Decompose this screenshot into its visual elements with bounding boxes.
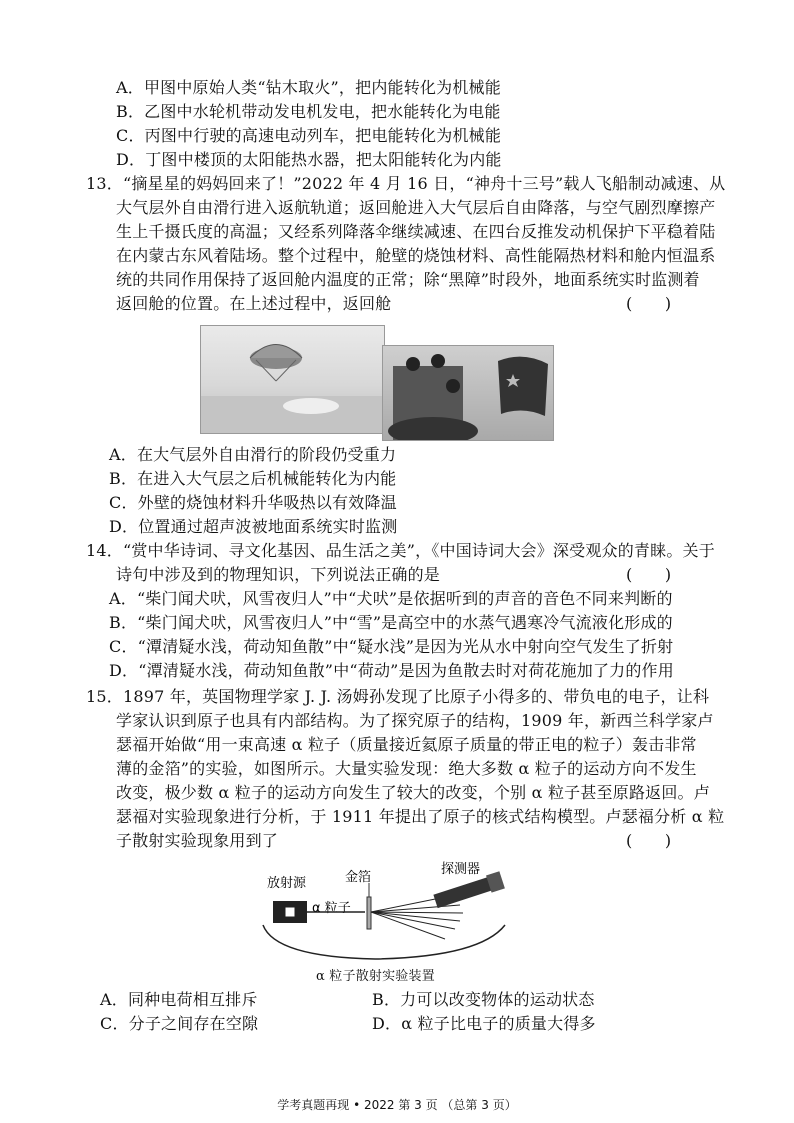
- q15-line: 15．1897 年，英国物理学家 J. J. 汤姆孙发现了比原子小得多的、带负电的电子，让科: [86, 687, 710, 706]
- q12-option-b: B．乙图中水轮机带动发电机发电，把水能转化为电能: [116, 102, 501, 121]
- q14-line: 14．“赏中华诗词、寻文化基因、品生活之美”，《中国诗词大会》深受观众的青睐。关于: [86, 541, 715, 560]
- page-footer: 学考真题再现 • 2022 第 3 页 （总第 3 页）: [277, 1098, 517, 1112]
- q14-option-c: C．“潭清疑水浅，荷动知鱼散”中“疑水浅”是因为光从水中射向空气发生了折射: [109, 637, 674, 656]
- recovery-crew-photo: [382, 345, 554, 441]
- q15-option-d: D．α 粒子比电子的质量大得多: [372, 1014, 596, 1033]
- q13-line: 13．“摘星星的妈妈回来了！”2022 年 4 月 16 日，“神舟十三号”载人飞船制动减速、从: [86, 174, 726, 193]
- crew-flag-image: [383, 346, 553, 440]
- q14-option-a: A．“柴门闻犬吠，风雪夜归人”中“犬吠”是依据听到的声音的音色不同来判断的: [109, 589, 673, 608]
- q15-option-a: A．同种电荷相互排斥: [100, 990, 258, 1009]
- q13-option-a: A．在大气层外自由滑行的阶段仍受重力: [109, 445, 397, 464]
- q12-option-a: A．甲图中原始人类“钻木取火”，把内能转化为机械能: [116, 78, 501, 97]
- q14-line: 诗句中涉及到的物理知识，下列说法正确的是: [116, 565, 441, 584]
- q15-option-b: B．力可以改变物体的运动状态: [372, 990, 595, 1009]
- figure-caption: α 粒子散射实验装置: [316, 969, 435, 984]
- q13-line: 大气层外自由滑行进入返航轨道；返回舱进入大气层后自由降落，与空气剧烈摩擦产: [116, 198, 716, 217]
- q15-line: 薄的金箔”的实验，如图所示。大量实验发现：绝大多数 α 粒子的运动方向不发生: [116, 759, 697, 778]
- alpha-scattering-diagram: [255, 855, 515, 965]
- q13-line: 生上千摄氏度的高温；又经系列降落伞继续减速、在四台反推发动机保护下平稳着陆: [116, 222, 716, 241]
- gold-foil-shape: [367, 897, 371, 929]
- fig-label-alpha: α 粒子: [312, 901, 351, 916]
- fig-label-source: 放射源: [267, 876, 307, 891]
- q13-line: 统的共同作用保持了返回舱内温度的正常；除“黑障”时段外，地面系统实时监测着: [116, 270, 700, 289]
- q15-answer-bracket: ( ): [626, 831, 672, 850]
- q14-answer-bracket: ( ): [626, 565, 672, 584]
- q13-option-b: B．在进入大气层之后机械能转化为内能: [109, 469, 397, 488]
- q13-line: 在内蒙古东风着陆场。整个过程中，舱壁的烧蚀材料、高性能隔热材料和舱内恒温系: [116, 246, 716, 265]
- detector-track: [263, 925, 505, 959]
- q15-line: 改变，极少数 α 粒子的运动方向发生了较大的改变，个别 α 粒子甚至原路返回。卢: [116, 783, 710, 802]
- fig-label-detector: 探测器: [441, 862, 481, 877]
- q14-option-b: B．“柴门闻犬吠，风雪夜归人”中“雪”是高空中的水蒸气遇寒冷气流液化形成的: [109, 613, 673, 632]
- parachute-capsule-image: [201, 326, 384, 433]
- q13-option-c: C．外壁的烧蚀材料升华吸热以有效降温: [109, 493, 397, 512]
- q15-option-c: C．分子之间存在空隙: [100, 1014, 259, 1033]
- q15-line: 瑟福开始做“用一束高速 α 粒子（质量接近氦原子质量的带正电的粒子）轰击非常: [116, 735, 697, 754]
- q13-option-d: D．位置通过超声波被地面系统实时监测: [109, 517, 398, 536]
- q15-line: 学家认识到原子也具有内部结构。为了探究原子的结构，1909 年，新西兰科学家卢: [116, 711, 714, 730]
- q12-option-d: D．丁图中楼顶的太阳能热水器，把太阳能转化为内能: [116, 150, 502, 169]
- q12-option-c: C．丙图中行驶的高速电动列车，把电能转化为机械能: [116, 126, 502, 145]
- fig-label-foil: 金箔: [345, 870, 372, 885]
- detector-shape: [433, 871, 505, 910]
- q15-line: 子散射实验现象用到了: [116, 831, 279, 850]
- q13-line: 返回舱的位置。在上述过程中，返回舱: [116, 294, 392, 313]
- q13-answer-bracket: ( ): [626, 294, 672, 313]
- q14-option-d: D．“潭清疑水浅，荷动知鱼散”中“荷动”是因为鱼散去时对荷花施加了力的作用: [109, 661, 674, 680]
- capsule-landing-photo: [200, 325, 385, 434]
- q15-line: 瑟福对实验现象进行分析，于 1911 年提出了原子的核式结构模型。卢瑟福分析 α 粒: [116, 807, 725, 826]
